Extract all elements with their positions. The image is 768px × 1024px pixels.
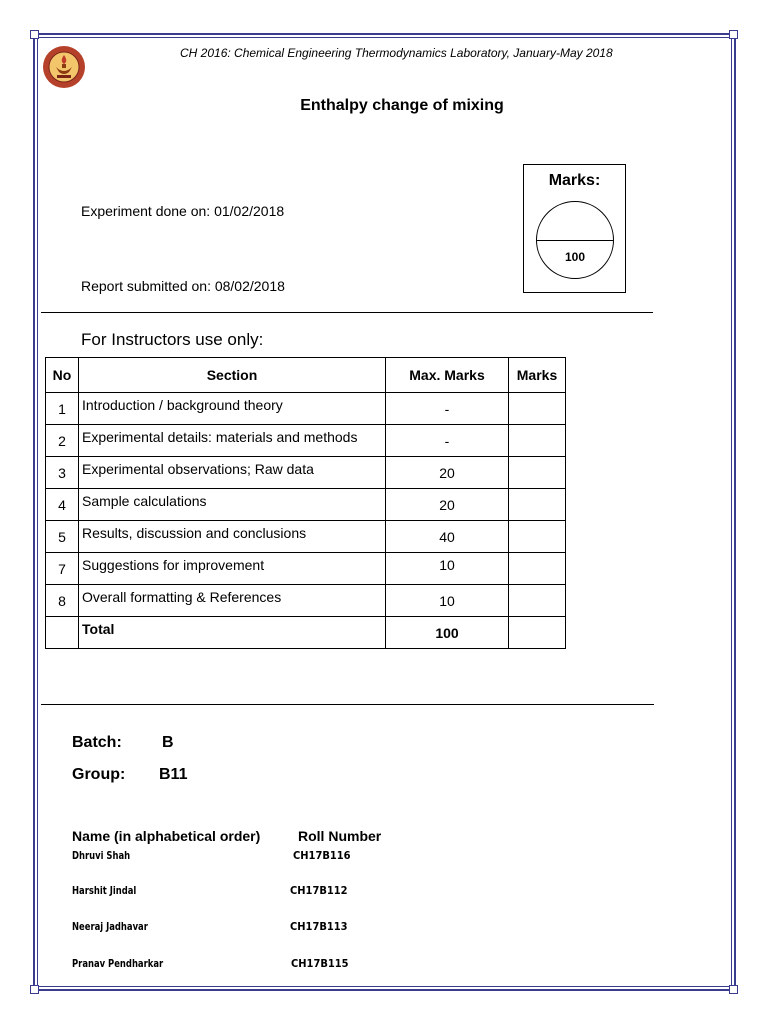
row-marks bbox=[509, 489, 566, 521]
row-section: Experimental details: materials and methods bbox=[79, 425, 386, 457]
group-value: B11 bbox=[159, 766, 188, 783]
member-name: Harshit Jindal bbox=[72, 884, 137, 897]
row-section: Results, discussion and conclusions bbox=[79, 521, 386, 553]
table-row bbox=[46, 553, 566, 585]
border-corner bbox=[30, 30, 39, 39]
row-number: 2 bbox=[46, 425, 79, 457]
table-row bbox=[46, 425, 566, 457]
total-label: Total bbox=[79, 617, 386, 649]
border-corner bbox=[729, 30, 738, 39]
row-section: Suggestions for improvement bbox=[79, 553, 386, 585]
row-number: 5 bbox=[46, 521, 79, 553]
border-corner bbox=[729, 985, 738, 994]
row-max-marks: 20 bbox=[386, 457, 509, 489]
table-total-row bbox=[46, 617, 566, 649]
marks-divider bbox=[537, 240, 613, 241]
row-number: 4 bbox=[46, 489, 79, 521]
course-header: CH 2016: Chemical Engineering Thermodynamics Laboratory, January-May 2018 bbox=[180, 46, 613, 60]
row-number: 8 bbox=[46, 585, 79, 617]
total-max-marks: 100 bbox=[386, 617, 509, 649]
marks-total: 100 bbox=[564, 250, 586, 264]
roll-column-header: Roll Number bbox=[298, 828, 382, 844]
member-roll: CH17B112 bbox=[290, 884, 348, 897]
border-corner bbox=[30, 985, 39, 994]
column-header: Section bbox=[79, 358, 386, 393]
table-row bbox=[46, 489, 566, 521]
member-roll: CH17B113 bbox=[290, 920, 348, 933]
row-section: Introduction / background theory bbox=[79, 393, 386, 425]
row-number bbox=[46, 617, 79, 649]
batch-value: B bbox=[162, 734, 174, 751]
member-name: Dhruvi Shah bbox=[72, 849, 131, 862]
row-number: 7 bbox=[46, 553, 79, 585]
row-max-marks: 10 bbox=[386, 585, 509, 617]
row-marks bbox=[509, 425, 566, 457]
row-marks bbox=[509, 457, 566, 489]
row-number: 3 bbox=[46, 457, 79, 489]
member-name: Pranav Pendharkar bbox=[72, 957, 164, 970]
table-header-row bbox=[46, 358, 566, 393]
member-roll: CH17B116 bbox=[293, 849, 351, 862]
row-max-marks: - bbox=[386, 425, 509, 457]
marks-box bbox=[523, 164, 626, 293]
table-row bbox=[46, 521, 566, 553]
row-section: Sample calculations bbox=[79, 489, 386, 521]
member-roll: CH17B115 bbox=[291, 957, 349, 970]
row-marks bbox=[509, 585, 566, 617]
row-max-marks: - bbox=[386, 393, 509, 425]
row-section: Experimental observations; Raw data bbox=[79, 457, 386, 489]
total-marks bbox=[509, 617, 566, 649]
marks-label: Marks: bbox=[548, 172, 601, 189]
column-header: No bbox=[46, 358, 79, 393]
row-marks bbox=[509, 521, 566, 553]
row-max-marks: 10 bbox=[386, 553, 509, 585]
row-marks bbox=[509, 553, 566, 585]
marks-circle bbox=[536, 201, 614, 279]
document-title: Enthalpy change of mixing bbox=[300, 97, 504, 114]
group-label: Group: bbox=[72, 766, 126, 783]
institute-seal-icon bbox=[42, 45, 86, 89]
column-header: Max. Marks bbox=[386, 358, 509, 393]
marks-table bbox=[45, 357, 566, 649]
table-row bbox=[46, 585, 566, 617]
row-max-marks: 40 bbox=[386, 521, 509, 553]
table-row bbox=[46, 393, 566, 425]
report-date: Report submitted on: 08/02/2018 bbox=[81, 278, 285, 294]
row-section: Overall formatting & References bbox=[79, 585, 386, 617]
row-max-marks: 20 bbox=[386, 489, 509, 521]
column-header: Marks bbox=[509, 358, 566, 393]
name-column-header: Name (in alphabetical order) bbox=[72, 828, 261, 844]
section-divider bbox=[41, 312, 653, 313]
instructors-note: For Instructors use only: bbox=[81, 330, 264, 349]
table-row bbox=[46, 457, 566, 489]
experiment-date: Experiment done on: 01/02/2018 bbox=[81, 203, 285, 219]
row-number: 1 bbox=[46, 393, 79, 425]
section-divider bbox=[41, 704, 654, 705]
batch-label: Batch: bbox=[72, 734, 122, 751]
row-marks bbox=[509, 393, 566, 425]
member-name: Neeraj Jadhavar bbox=[72, 920, 148, 933]
